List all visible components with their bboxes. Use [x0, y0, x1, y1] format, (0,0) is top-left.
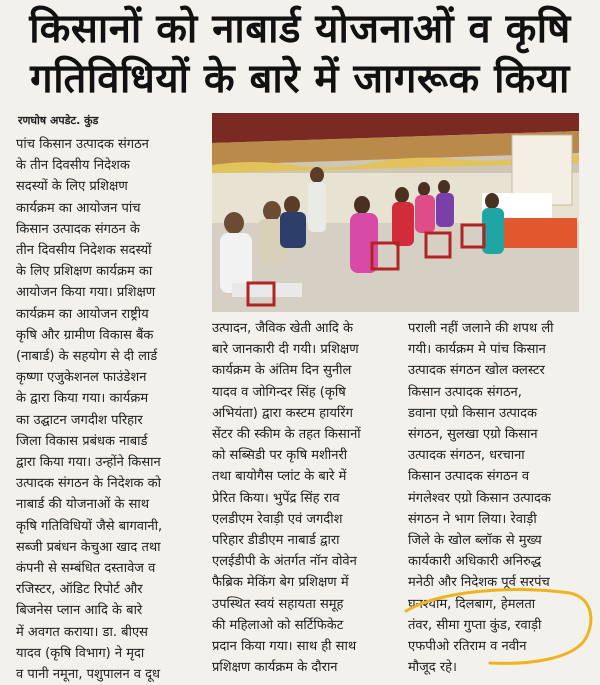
- column-line: कार्यक्रम के अंतिम दिन सुनील: [212, 363, 352, 379]
- column-line: आयोजन किया गया। प्रशिक्षण: [16, 285, 156, 301]
- column-line: जिला विकास प्रबंधक नाबार्ड: [16, 433, 148, 449]
- column-line: बारे जानकारी दी गयी। प्रशिक्षण: [212, 342, 359, 358]
- column-line: के द्वारा किया गया। कार्यक्रम: [16, 391, 149, 407]
- headline-line-1: किसानों को नाबार्ड योजनाओं व कृषि: [29, 6, 571, 52]
- article-column-2: [212, 318, 394, 678]
- column-line: गयी। कार्यक्रम मे पांच किसान: [408, 342, 546, 358]
- column-line: प्रेरित किया। भुपेंद्र सिंह राव: [212, 490, 340, 506]
- column-line: उत्पादन, जैविक खेती आदि के: [212, 321, 353, 336]
- column-line: के लिए प्रशिक्षण कार्यक्रम का: [16, 264, 153, 280]
- column-line: अभियंता) द्वारा कस्टम हायरिंग: [212, 405, 353, 421]
- column-line: व पानी नमूना, पशुपालन व दूध: [16, 667, 161, 683]
- column-line: उत्पादक संगठन के निदेशक को: [16, 476, 161, 492]
- column-line: कृषि और ग्रामीण विकास बैंक: [16, 327, 154, 343]
- article-column-3: [408, 318, 586, 678]
- column-line: फैब्रिक मेकिंग बेग प्रशिक्षण में: [212, 575, 349, 591]
- column-line: संगठन ने भाग लिया। रेवाड़ी: [408, 511, 537, 527]
- column-line: का उद्घाटन जगदीश परिहार: [16, 412, 143, 428]
- column-line: तंवर, सीमा गुप्ता कुंड, रवाड़ी: [408, 617, 542, 633]
- column-line: किसान उत्पादक संगठन,: [408, 384, 522, 400]
- column-line: किसान उत्पादक संगठन व: [408, 469, 530, 485]
- column-line: डवाना एग्रो किसान उत्पादक: [408, 405, 538, 421]
- column-line: उत्पादक संगठन, धरचाना: [408, 448, 525, 464]
- column-line: के तीन दिवसीय निदेशक: [16, 158, 130, 174]
- column-line: संगठन, सुलखा एग्रो किसान: [408, 427, 538, 443]
- column-line: बिजनेस प्लान आदि के बारे: [16, 603, 143, 619]
- column-line: कंपनी से सम्बंधित दस्तावेज व: [16, 561, 156, 577]
- column-line: मनेठी और निदेशक पूर्व सरपंच: [408, 575, 550, 591]
- column-line: (नाबार्ड) के सहयोग से दी लार्ड: [16, 349, 158, 365]
- column-line: पराली नहीं जलाने की शपथ ली: [408, 321, 554, 336]
- column-line: कृष्णा एजुकेशनल फाउंडेशन: [16, 370, 147, 386]
- photo-illustration: [212, 113, 579, 312]
- column-line: यादव व जोगिन्दर सिंह (कृषि: [212, 384, 346, 400]
- column-line: प्रशिक्षण कार्यक्रम के दौरान: [212, 660, 338, 676]
- news-photo: [212, 113, 579, 312]
- column-line: की महिलाओ को सर्टिफिकेट: [212, 617, 344, 633]
- column-line: कार्यक्रम का आयोजन पांच: [16, 200, 141, 216]
- column-line: एलडीएम रेवाड़ी एवं जगदीश: [212, 511, 343, 527]
- column-line: पांच किसान उत्पादक संगठन: [16, 137, 149, 152]
- headline-line-2: गतिविधियों के बारे में जागरूक किया: [30, 56, 570, 102]
- byline: रणघोष अपडेट. कुंड: [18, 114, 99, 127]
- column-line: किसान उत्पादक संगठन के: [16, 221, 140, 237]
- column-line: कार्यक्रम का आयोजन राष्ट्रीय: [16, 306, 149, 322]
- column-line: मंगलेश्वर एग्रो किसान उत्पादक: [408, 490, 551, 506]
- column-line: नाबार्ड की योजनाओं के साथ: [16, 497, 150, 513]
- column-line: सब्जी प्रबंधन केचुआ खाद तथा: [16, 539, 161, 555]
- column-line: घनश्याम, दिलबाग, हेमलता: [408, 596, 536, 612]
- column-line: द्वारा किया गया। उन्होंने किसान: [16, 455, 161, 471]
- column-line: एफपीओ रतिराम व नवीन: [408, 639, 527, 655]
- column-line: में अवगत कराया। डा. बीएस: [16, 624, 148, 640]
- column-line: रजिस्टर, ऑडिट रिपोर्ट और: [16, 582, 143, 598]
- column-line: प्रदान किया गया। साथ ही साथ: [212, 639, 357, 655]
- column-line: तीन दिवसीय निदेशक सदस्यों: [16, 243, 152, 259]
- column-line: कार्यकारी अधिकारी अनिरुद्ध: [408, 554, 542, 570]
- column-line: तथा बायोगैस प्लांट के बारे में: [212, 469, 347, 485]
- headline: [12, 4, 588, 104]
- column-line: कृषि गतिविधियों जैसे बागवानी,: [16, 518, 163, 534]
- article-column-1: [16, 134, 198, 685]
- column-line: सेंटर की स्कीम के तहत किसानों: [212, 427, 361, 443]
- column-line: एलईडीपी के अंतर्गत नॉन वोवेन: [212, 554, 357, 570]
- column-line: को सब्सिडी पर कृषि मशीनरी: [212, 448, 348, 464]
- column-line: उत्पादक संगठन खोल क्लस्टर: [408, 363, 545, 379]
- column-line: सदस्यों के लिए प्रशिक्षण: [16, 179, 128, 195]
- column-line: जिले के खोल ब्लॉक से मुख्य: [408, 533, 542, 549]
- column-line: यादव (कृषि विभाग) ने मृदा: [16, 645, 145, 661]
- column-line: परिहार डीडीएम नाबार्ड द्वारा: [212, 533, 340, 549]
- column-line: मौजूद रहे।: [408, 660, 457, 676]
- column-line: उपस्थित स्वयं सहायता समूह: [212, 596, 344, 612]
